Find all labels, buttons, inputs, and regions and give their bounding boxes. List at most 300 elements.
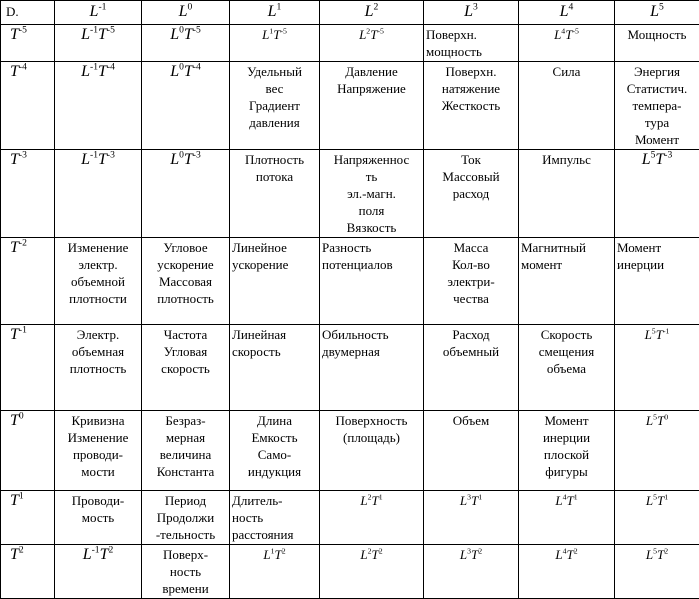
formula-l-exponent: 5 [653, 493, 657, 502]
table-row [1, 325, 699, 411]
formula-l-exponent: 3 [467, 547, 471, 556]
dimension-formula [642, 151, 673, 168]
table-row [1, 150, 699, 238]
formula-l-base: L [646, 547, 653, 562]
formula-l-base: L [554, 27, 561, 42]
quantity-name-line: мость [57, 509, 139, 526]
dimension-formula [81, 63, 115, 80]
quantity-name-line: электри- [426, 273, 516, 290]
quantity-name-line: Магнитный [521, 239, 612, 256]
column-header-base: L [650, 3, 659, 20]
quantity-cell [142, 545, 230, 599]
quantity-name-line: вес [232, 80, 317, 97]
quantity-name-line: инерции [617, 256, 697, 273]
quantity-cell [320, 150, 424, 238]
formula-t-base: T [657, 413, 664, 428]
formula-t-exponent: 2 [574, 547, 578, 556]
row-header [1, 411, 55, 491]
formula-t-exponent: -3 [107, 150, 115, 161]
quantity-name-line: эл.-магн. [322, 185, 421, 202]
dimension-formula-cell [424, 545, 519, 599]
quantity-name-line: Продолжи [144, 509, 227, 526]
quantity-cell [320, 411, 424, 491]
quantity-name-line: плотность [144, 290, 227, 307]
quantity-name-line: индукция [232, 463, 317, 480]
formula-l-exponent: 0 [179, 150, 184, 161]
quantity-name-line: темпера- [617, 97, 697, 114]
dimension-formula [646, 493, 668, 508]
formula-t-exponent: -5 [193, 25, 201, 36]
formula-l-base: L [262, 27, 269, 42]
dimension-formula-cell [615, 545, 699, 599]
dimension-formula [262, 27, 287, 42]
quantity-name-line: фигуры [521, 463, 612, 480]
quantity-name-line: Линейное [232, 239, 317, 256]
formula-t-exponent: -5 [107, 25, 115, 36]
formula-l-base: L [359, 27, 366, 42]
formula-l-exponent: 4 [563, 547, 567, 556]
quantity-name-line: Кривизна [57, 412, 139, 429]
table-row [1, 238, 699, 325]
formula-t-base: T [471, 493, 478, 508]
formula-l-base: L [555, 547, 562, 562]
quantity-name-line: ускорение [232, 256, 317, 273]
quantity-name-line: Градиент [232, 97, 317, 114]
quantity-name-line: поля [322, 202, 421, 219]
row-header-exponent: -4 [19, 62, 27, 73]
dimension-formula-cell [320, 25, 424, 62]
formula-l-base: L [263, 547, 270, 562]
quantity-name-line: плоской [521, 446, 612, 463]
formula-t-exponent: 0 [664, 413, 668, 422]
dimension-formula-cell [230, 545, 320, 599]
row-header-exponent: -1 [19, 325, 27, 336]
quantity-name-line: чества [426, 290, 516, 307]
formula-l-exponent: 0 [179, 62, 184, 73]
quantity-name-line: Импульс [521, 151, 612, 168]
quantity-name-line: Кол-во [426, 256, 516, 273]
quantity-name-line: объемный [426, 343, 516, 360]
dimension-formula [554, 27, 579, 42]
quantity-name-line: объема [521, 360, 612, 377]
table-row [1, 62, 699, 150]
quantity-cell [424, 325, 519, 411]
formula-l-base: L [170, 26, 179, 43]
quantity-name-line: (площадь) [322, 429, 421, 446]
quantity-name-line: ность [144, 563, 227, 580]
formula-t-base: T [567, 547, 574, 562]
formula-t-exponent: 2 [109, 545, 114, 556]
quantity-cell [519, 150, 615, 238]
quantity-cell [142, 238, 230, 325]
dimension-formula-cell [142, 62, 230, 150]
dimension-formula-cell [615, 491, 699, 545]
column-header-exponent: 0 [188, 2, 193, 13]
table-row [1, 411, 699, 491]
formula-l-exponent: 0 [179, 25, 184, 36]
quantity-name-line: Плотность [232, 151, 317, 168]
column-header-base: L [365, 3, 374, 20]
quantity-name-line: Изменение [57, 429, 139, 446]
column-header-base: L [464, 3, 473, 20]
formula-l-exponent: 5 [653, 547, 657, 556]
quantity-name-line: смещения [521, 343, 612, 360]
quantity-name-line: момент [521, 256, 612, 273]
quantity-cell [142, 325, 230, 411]
formula-t-base: T [98, 26, 107, 43]
quantity-cell [615, 62, 699, 150]
dimension-formula [645, 327, 670, 342]
quantity-name-line: Напряжение [322, 80, 421, 97]
quantity-cell [55, 411, 142, 491]
formula-l-base: L [170, 151, 179, 168]
column-header [519, 1, 615, 25]
quantity-name-line: объемной [57, 273, 139, 290]
quantity-cell [320, 325, 424, 411]
dimension-formula [170, 151, 201, 168]
column-header-base: L [90, 3, 99, 20]
formula-t-exponent: 2 [379, 547, 383, 556]
quantity-cell [424, 62, 519, 150]
formula-t-base: T [100, 546, 109, 563]
formula-t-exponent: -5 [572, 27, 579, 36]
formula-t-base: T [273, 27, 280, 42]
quantity-name-line: Емкость [232, 429, 317, 446]
dimension-formula-cell [615, 325, 699, 411]
quantity-cell [230, 62, 320, 150]
column-header-exponent: 2 [374, 2, 379, 13]
quantity-name-line: -тельность [144, 526, 227, 543]
formula-t-exponent: -3 [193, 150, 201, 161]
formula-t-exponent: 1 [664, 493, 668, 502]
row-header [1, 25, 55, 62]
formula-l-base: L [81, 26, 90, 43]
quantity-name-line: Длитель- [232, 492, 317, 509]
dimension-formula [81, 151, 115, 168]
dimension-formula [263, 547, 285, 562]
quantity-name-line: Жесткость [426, 97, 516, 114]
formula-l-exponent: -1 [90, 25, 98, 36]
quantity-name-line: ть [322, 168, 421, 185]
row-header [1, 491, 55, 545]
formula-t-exponent: 1 [379, 493, 383, 502]
dimension-formula [170, 63, 201, 80]
quantity-name-line: Удельный [232, 63, 317, 80]
formula-t-base: T [98, 151, 107, 168]
formula-t-exponent: -5 [280, 27, 287, 36]
quantity-name-line: скорость [232, 343, 317, 360]
formula-l-exponent: 2 [368, 493, 372, 502]
formula-l-base: L [460, 493, 467, 508]
quantity-name-line: тура [617, 114, 697, 131]
quantity-cell [55, 491, 142, 545]
quantity-cell [424, 411, 519, 491]
dimension-formula [460, 493, 482, 508]
quantity-cell [230, 411, 320, 491]
column-header [615, 1, 699, 25]
quantity-name-line: Массовая [144, 273, 227, 290]
formula-l-base: L [360, 547, 367, 562]
quantity-name-line: Период [144, 492, 227, 509]
quantity-name-line: Угловая [144, 343, 227, 360]
dimension-formula [360, 493, 382, 508]
quantity-name-line: Электр. [57, 326, 139, 343]
table-row [1, 25, 699, 62]
quantity-name-line: Поверхн. [426, 63, 516, 80]
formula-t-exponent: -1 [663, 327, 670, 336]
formula-l-base: L [646, 493, 653, 508]
formula-l-exponent: -1 [92, 545, 100, 556]
formula-t-exponent: 2 [478, 547, 482, 556]
formula-l-base: L [83, 546, 92, 563]
formula-l-exponent: 1 [271, 547, 275, 556]
formula-t-base: T [184, 26, 193, 43]
formula-l-base: L [170, 63, 179, 80]
quantity-cell [55, 325, 142, 411]
formula-t-base: T [655, 151, 664, 168]
dimension-formula-cell [424, 491, 519, 545]
dimension-formula-cell [615, 411, 699, 491]
table-body [1, 25, 699, 599]
quantity-cell [230, 325, 320, 411]
row-header-base: T [10, 546, 19, 563]
quantity-name-line: времени [144, 580, 227, 597]
quantity-name-line: Ток [426, 151, 516, 168]
quantity-name-line: Давление [322, 63, 421, 80]
quantity-name-line: Момент [617, 239, 697, 256]
row-header-exponent: -3 [19, 150, 27, 161]
quantity-name-line: Частота [144, 326, 227, 343]
formula-t-exponent: -5 [377, 27, 384, 36]
quantity-cell [519, 411, 615, 491]
quantity-name-line: скорость [144, 360, 227, 377]
formula-t-exponent: -3 [664, 150, 672, 161]
quantity-name-line: Угловое [144, 239, 227, 256]
column-header-base: L [560, 3, 569, 20]
formula-t-base: T [372, 493, 379, 508]
quantity-name-line: величина [144, 446, 227, 463]
formula-t-base: T [565, 27, 572, 42]
dimension-formula-cell [519, 25, 615, 62]
quantity-name-line: Скорость [521, 326, 612, 343]
quantity-name-line: Обильность [322, 326, 421, 343]
quantity-name-line: Массовый [426, 168, 516, 185]
quantity-name-line: Энергия [617, 63, 697, 80]
quantity-name-line: Само- [232, 446, 317, 463]
dimension-formula [460, 547, 482, 562]
formula-l-base: L [642, 151, 651, 168]
quantity-cell [519, 238, 615, 325]
quantity-cell [230, 150, 320, 238]
quantity-name-line: Проводи- [57, 492, 139, 509]
formula-l-base: L [360, 493, 367, 508]
column-header-exponent: 5 [659, 2, 664, 13]
row-header [1, 325, 55, 411]
formula-l-base: L [81, 63, 90, 80]
column-header-exponent: 1 [277, 2, 282, 13]
quantity-name-line: Масса [426, 239, 516, 256]
quantity-name-line: объемная [57, 343, 139, 360]
quantity-name-line: Константа [144, 463, 227, 480]
formula-t-base: T [471, 547, 478, 562]
quantity-name-line: Линейная [232, 326, 317, 343]
formula-t-base: T [657, 547, 664, 562]
quantity-cell [615, 238, 699, 325]
quantity-cell [615, 25, 699, 62]
formula-t-base: T [372, 547, 379, 562]
column-header [424, 1, 519, 25]
quantity-cell [230, 491, 320, 545]
formula-t-base: T [567, 493, 574, 508]
dimension-formula [555, 493, 577, 508]
quantity-cell [424, 150, 519, 238]
formula-t-exponent: 2 [282, 547, 286, 556]
formula-l-exponent: 1 [269, 27, 273, 36]
table-row [1, 491, 699, 545]
formula-l-exponent: 5 [653, 413, 657, 422]
quantity-name-line: ность [232, 509, 317, 526]
formula-t-base: T [657, 493, 664, 508]
formula-l-exponent: 3 [467, 493, 471, 502]
quantity-cell [142, 491, 230, 545]
column-header [55, 1, 142, 25]
row-header-exponent: -2 [19, 238, 27, 249]
quantity-name-line: Вязкость [322, 219, 421, 236]
quantity-name-line: двумерная [322, 343, 421, 360]
column-header-base: L [268, 3, 277, 20]
dimension-formula-cell [142, 25, 230, 62]
quantity-cell [320, 62, 424, 150]
quantity-name-line: Мощность [617, 26, 697, 43]
quantity-name-line: мерная [144, 429, 227, 446]
quantity-name-line: Поверхн. [426, 26, 516, 43]
quantity-name-line: давления [232, 114, 317, 131]
quantity-name-line: Поверх- [144, 546, 227, 563]
row-header-base: T [10, 492, 19, 509]
quantity-name-line: Напряженнос [322, 151, 421, 168]
quantity-name-line: электр. [57, 256, 139, 273]
quantity-name-line: Расход [426, 326, 516, 343]
row-header [1, 238, 55, 325]
formula-l-exponent: 2 [368, 547, 372, 556]
row-header [1, 62, 55, 150]
formula-l-base: L [81, 151, 90, 168]
dimension-formula [170, 26, 201, 43]
row-header-base: T [10, 26, 19, 43]
formula-t-base: T [656, 327, 663, 342]
formula-l-exponent: -1 [90, 150, 98, 161]
quantity-name-line: Поверхность [322, 412, 421, 429]
formula-t-base: T [184, 63, 193, 80]
corner-cell: D. [1, 1, 55, 25]
quantity-cell [320, 238, 424, 325]
formula-t-exponent: -4 [107, 62, 115, 73]
quantity-name-line: Разность [322, 239, 421, 256]
quantity-name-line: инерции [521, 429, 612, 446]
dimension-formula-cell [55, 25, 142, 62]
row-header [1, 545, 55, 599]
quantity-cell [55, 238, 142, 325]
quantity-cell [424, 25, 519, 62]
formula-t-exponent: 1 [574, 493, 578, 502]
quantity-name-line: потока [232, 168, 317, 185]
row-header-base: T [10, 412, 19, 429]
quantity-cell [142, 411, 230, 491]
quantity-name-line: Момент [521, 412, 612, 429]
quantity-cell [230, 238, 320, 325]
dimension-formula [646, 413, 668, 428]
column-header [320, 1, 424, 25]
formula-t-exponent: 1 [478, 493, 482, 502]
quantity-name-line: мощность [426, 43, 516, 60]
dimension-formula-cell [55, 62, 142, 150]
dimension-formula [359, 27, 384, 42]
quantity-name-line: натяжение [426, 80, 516, 97]
quantity-name-line: плотности [57, 290, 139, 307]
quantity-name-line: мости [57, 463, 139, 480]
formula-l-exponent: 5 [651, 150, 656, 161]
formula-l-base: L [646, 413, 653, 428]
formula-t-base: T [370, 27, 377, 42]
formula-l-exponent: 2 [366, 27, 370, 36]
quantity-name-line: Длина [232, 412, 317, 429]
quantity-name-line: Безраз- [144, 412, 227, 429]
formula-l-base: L [460, 547, 467, 562]
quantity-name-line: Момент [617, 131, 697, 148]
quantity-name-line: Изменение [57, 239, 139, 256]
formula-t-exponent: -4 [193, 62, 201, 73]
formula-t-base: T [98, 63, 107, 80]
dimension-formula-cell [142, 150, 230, 238]
column-header [142, 1, 230, 25]
quantity-cell [519, 325, 615, 411]
formula-l-exponent: -1 [90, 62, 98, 73]
table-row [1, 545, 699, 599]
quantity-name-line: потенциалов [322, 256, 421, 273]
dimension-formula [83, 546, 114, 563]
dimension-formula-cell [55, 545, 142, 599]
dimension-formula-cell [519, 545, 615, 599]
dimension-formula-cell [230, 25, 320, 62]
dimension-formula-cell [519, 491, 615, 545]
formula-t-exponent: 2 [664, 547, 668, 556]
row-header-exponent: 1 [19, 491, 24, 502]
quantity-name-line: ускорение [144, 256, 227, 273]
formula-t-base: T [275, 547, 282, 562]
formula-l-exponent: 4 [563, 493, 567, 502]
column-header-exponent: 4 [569, 2, 574, 13]
formula-l-exponent: 4 [561, 27, 565, 36]
column-header [230, 1, 320, 25]
quantity-name-line: Статистич. [617, 80, 697, 97]
dimension-formula-cell [320, 545, 424, 599]
quantity-name-line: расход [426, 185, 516, 202]
quantity-cell [519, 62, 615, 150]
quantity-name-line: плотность [57, 360, 139, 377]
quantity-name-line: Объем [426, 412, 516, 429]
formula-l-exponent: 5 [652, 327, 656, 336]
dimension-formula-cell [320, 491, 424, 545]
column-header-exponent: 3 [473, 2, 478, 13]
row-header-base: T [10, 151, 19, 168]
formula-l-base: L [645, 327, 652, 342]
quantity-cell [424, 238, 519, 325]
dimension-formula [555, 547, 577, 562]
column-header-base: L [179, 3, 188, 20]
row-header [1, 150, 55, 238]
dimension-formula-cell [615, 150, 699, 238]
formula-t-base: T [184, 151, 193, 168]
